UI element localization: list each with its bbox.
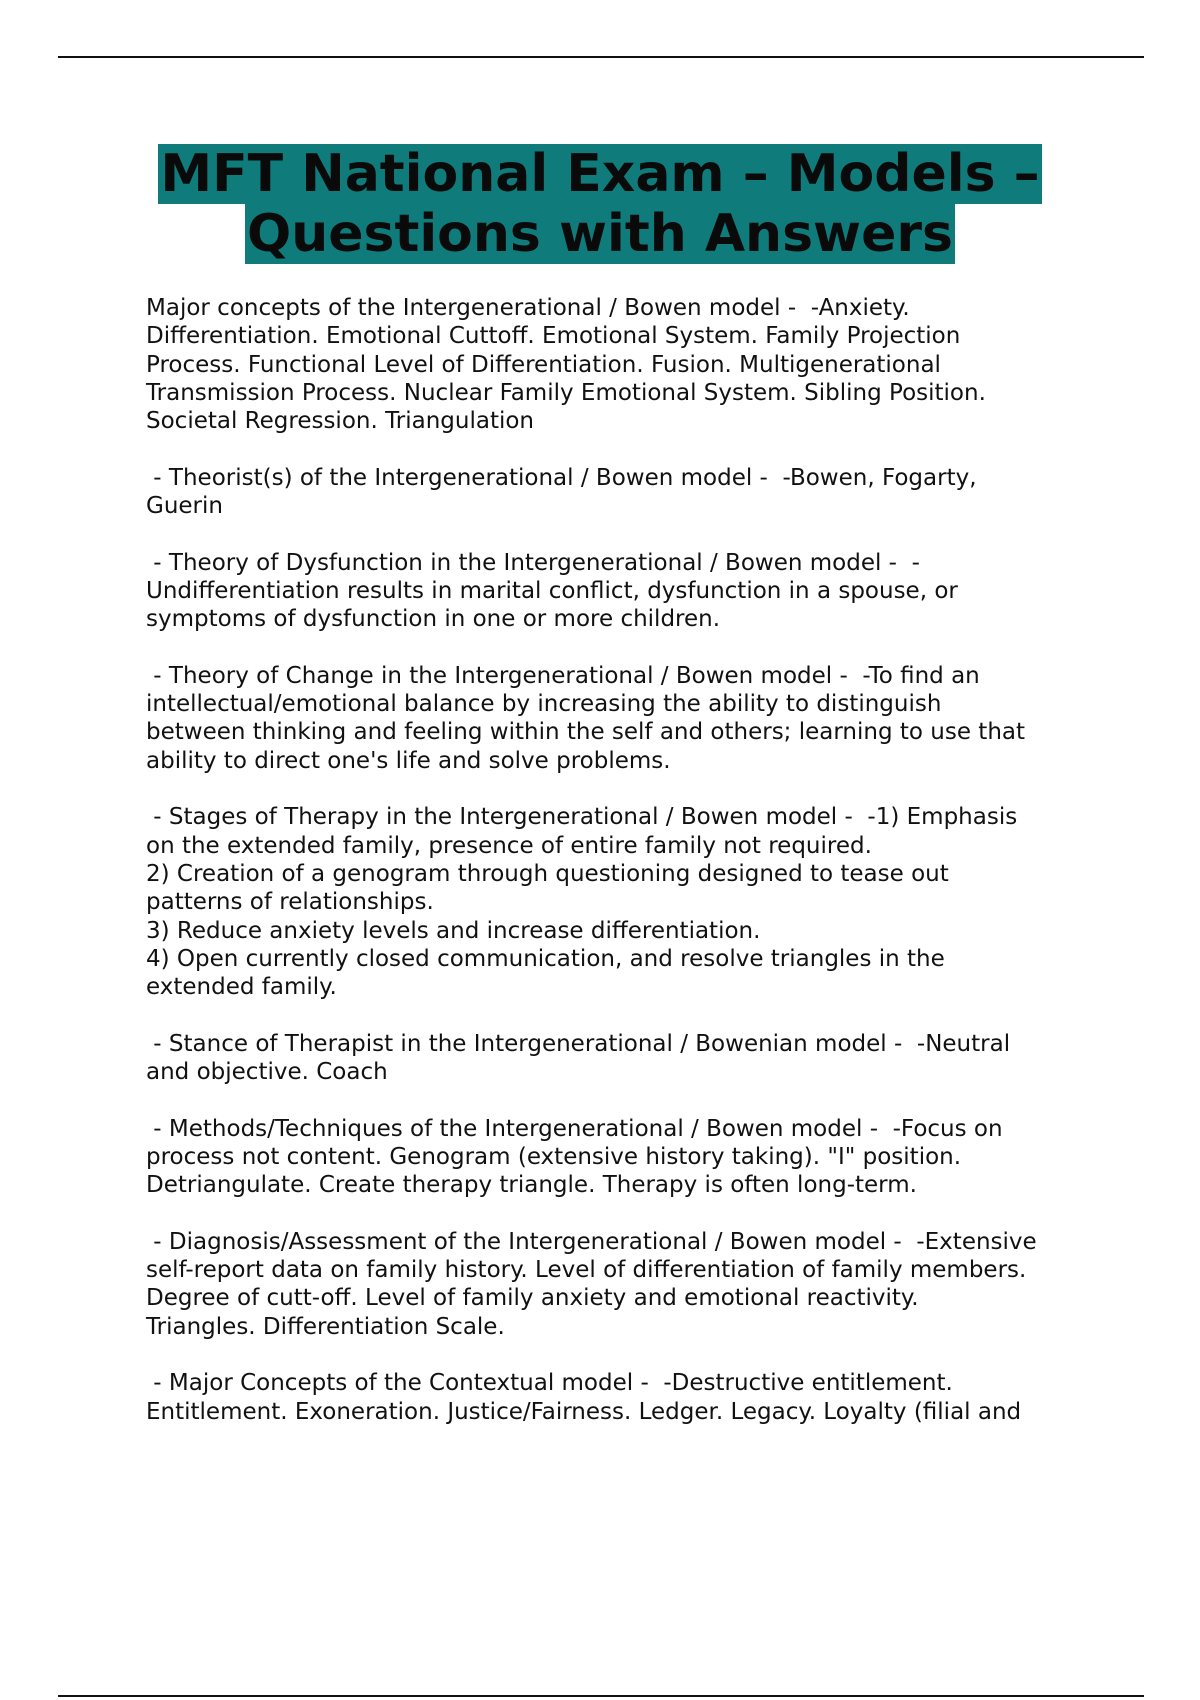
text-line: and objective. Coach bbox=[146, 1059, 388, 1086]
document-body bbox=[146, 294, 1106, 1454]
text-line: - Diagnosis/Assessment of the Intergenerational / Bowen model - -Extensive bbox=[146, 1228, 1037, 1255]
text-line: Transmission Process. Nuclear Family Emotional System. Sibling Position. bbox=[146, 379, 986, 406]
text-line: intellectual/emotional balance by increasing the ability to distinguish bbox=[146, 691, 942, 718]
text-line: self-report data on family history. Level of differentiation of family members. bbox=[146, 1257, 1027, 1284]
text-line: Entitlement. Exoneration. Justice/Fairness. Ledger. Legacy. Loyalty (filial and bbox=[146, 1398, 1022, 1425]
text-line: Societal Regression. Triangulation bbox=[146, 408, 535, 435]
title-line-2: Questions with Answers bbox=[247, 204, 953, 264]
qa-paragraph bbox=[146, 1115, 1106, 1200]
qa-paragraph bbox=[146, 464, 1106, 521]
text-line: Detriangulate. Create therapy triangle. Therapy is often long-term. bbox=[146, 1172, 917, 1199]
qa-paragraph bbox=[146, 549, 1106, 634]
text-line: Triangles. Differentiation Scale. bbox=[146, 1313, 505, 1340]
qa-paragraph bbox=[146, 662, 1106, 775]
qa-paragraph bbox=[146, 1369, 1106, 1426]
text-line: between thinking and feeling within the self and others; learning to use that bbox=[146, 719, 1026, 746]
text-line: - Major Concepts of the Contextual model - -Destructive entitlement. bbox=[146, 1370, 953, 1397]
title-line-1: MFT National Exam – Models – bbox=[160, 144, 1040, 204]
qa-paragraph bbox=[146, 1030, 1106, 1087]
text-line: - Stance of Therapist in the Intergenerational / Bowenian model - -Neutral bbox=[146, 1030, 1011, 1057]
document-title bbox=[0, 144, 1200, 264]
top-rule bbox=[58, 56, 1144, 58]
text-line: - Methods/Techniques of the Intergenerational / Bowen model - -Focus on bbox=[146, 1115, 1003, 1142]
text-line: - Theory of Dysfunction in the Intergenerational / Bowen model - - bbox=[146, 549, 920, 576]
text-line: Major concepts of the Intergenerational / Bowen model - -Anxiety. bbox=[146, 295, 910, 321]
text-line: symptoms of dysfunction in one or more children. bbox=[146, 606, 721, 633]
text-line: Differentiation. Emotional Cuttoff. Emotional System. Family Projection bbox=[146, 323, 961, 350]
text-line: Degree of cutt-off. Level of family anxiety and emotional reactivity. bbox=[146, 1285, 919, 1312]
text-line: 2) Creation of a genogram through questioning designed to tease out bbox=[146, 860, 949, 887]
text-line: extended family. bbox=[146, 974, 337, 1001]
text-line: 4) Open currently closed communication, and resolve triangles in the bbox=[146, 945, 945, 972]
text-line: process not content. Genogram (extensive history taking). "I" position. bbox=[146, 1143, 962, 1170]
text-line: Undifferentiation results in marital conflict, dysfunction in a spouse, or bbox=[146, 577, 958, 604]
text-line: 3) Reduce anxiety levels and increase differentiation. bbox=[146, 917, 761, 944]
text-line: patterns of relationships. bbox=[146, 889, 434, 916]
text-line: Process. Functional Level of Differentiation. Fusion. Multigenerational bbox=[146, 351, 941, 378]
text-line: - Stages of Therapy in the Intergenerational / Bowen model - -1) Emphasis bbox=[146, 804, 1018, 831]
text-line: ability to direct one's life and solve problems. bbox=[146, 747, 671, 774]
text-line: - Theorist(s) of the Intergenerational / Bowen model - -Bowen, Fogarty, bbox=[146, 464, 977, 491]
bottom-rule bbox=[58, 1695, 1144, 1697]
text-line: - Theory of Change in the Intergenerational / Bowen model - -To find an bbox=[146, 662, 980, 689]
qa-paragraph bbox=[146, 294, 1106, 435]
qa-paragraph bbox=[146, 1228, 1106, 1341]
text-line: on the extended family, presence of entire family not required. bbox=[146, 832, 872, 859]
text-line: Guerin bbox=[146, 493, 223, 520]
qa-paragraph bbox=[146, 803, 1106, 1001]
